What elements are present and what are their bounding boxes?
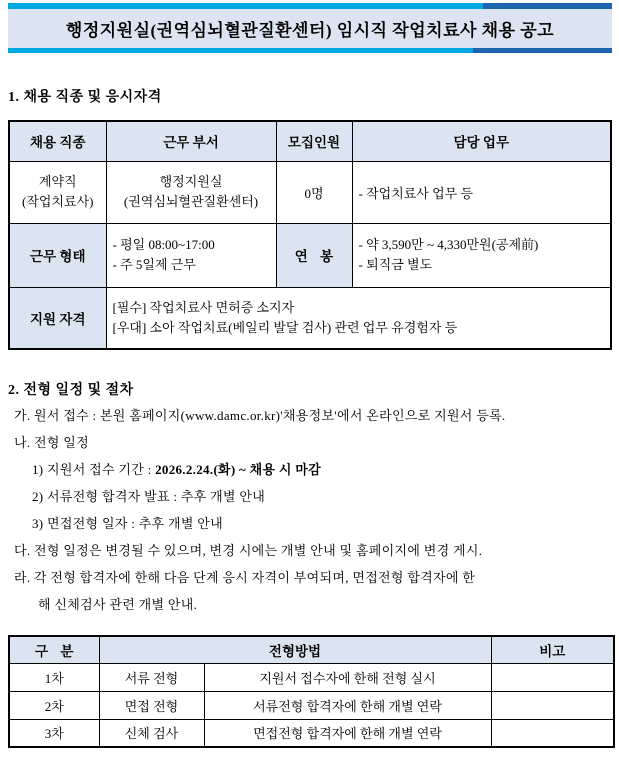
- header-department: 근무 부서: [106, 121, 276, 161]
- cell-note: [491, 691, 614, 719]
- department-line2: (권역심뇌혈관질환센터): [123, 194, 259, 209]
- position-line2: (작업치료사): [22, 194, 94, 209]
- item-stage-eligibility-line1: 라. 각 전형 합격자에 한해 다음 단계 응시 자격이 부여되며, 면접전형 합격자에 한: [14, 570, 476, 585]
- banner-bottom-rule-cyan-segment: [8, 48, 473, 53]
- cell-qualification: [106, 287, 611, 349]
- qualification-row: [9, 287, 611, 349]
- cell-duties: - 작업치료사 업무 등: [352, 161, 611, 223]
- recruitment-table-header-row: [9, 121, 611, 161]
- header-position: 채용 직종: [9, 121, 106, 161]
- cell-description: 서류전형 합격자에 한해 개별 연락: [204, 691, 491, 719]
- item-stage-eligibility-line2: 해 신체검사 관련 개별 안내.: [38, 597, 198, 612]
- banner-top-rule-cyan-segment: [8, 3, 483, 9]
- selection-process-table: [8, 635, 615, 748]
- cell-note: [491, 719, 614, 747]
- header-duties: 담당 업무: [352, 121, 611, 161]
- cell-salary-label: 연 봉: [276, 223, 352, 287]
- recruitment-table: [8, 120, 612, 350]
- cell-type: 서류 전형: [99, 663, 204, 691]
- work-type-row: [9, 223, 611, 287]
- header-method: 전형방법: [99, 636, 491, 663]
- item-schedule: 나. 전형 일정: [14, 435, 89, 450]
- cell-salary: [352, 223, 611, 287]
- job-announcement-document: [0, 3, 619, 759]
- cell-type: 신체 검사: [99, 719, 204, 747]
- banner-bottom-rule-blue-segment: [473, 48, 612, 53]
- department-line1: 행정지원실: [159, 173, 223, 189]
- selection-row: [9, 691, 614, 719]
- cell-description: 지원서 접수자에 한해 전형 실시: [204, 663, 491, 691]
- item-change-notice: 다. 전형 일정은 변경될 수 있으며, 변경 시에는 개별 안내 및 홈페이지에 변경 게시.: [14, 543, 483, 558]
- qualification-line2: [우대] 소아 작업치료(베일리 발달 검사) 관련 업무 유경험자 등: [112, 319, 458, 335]
- cell-work-schedule: [106, 223, 276, 287]
- cell-position: [9, 161, 106, 223]
- cell-department: [106, 161, 276, 223]
- section1-heading: 1. 채용 직종 및 응시자격: [8, 90, 162, 105]
- job-row: [9, 161, 611, 223]
- cell-openings: 0명: [276, 161, 352, 223]
- item-schedule-1: [0, 456, 619, 483]
- schedule1-deadline: 2026.2.24.(화) ~ 채용 시 마감: [155, 462, 322, 477]
- cell-description: 면접전형 합격자에 한해 개별 연락: [204, 719, 491, 747]
- header-note: 비고: [491, 636, 614, 663]
- title-banner: [8, 3, 612, 53]
- item-schedule-2: 2) 서류전형 합격자 발표 : 추후 개별 안내: [32, 489, 266, 504]
- selection-row: [9, 663, 614, 691]
- item-application: 가. 원서 접수 : 본원 홈페이지(www.damc.or.kr)'채용정보'에서 온라인으로 지원서 등록.: [14, 408, 506, 423]
- cell-note: [491, 663, 614, 691]
- position-line1: 계약직: [38, 173, 77, 189]
- cell-stage: 1차: [9, 663, 99, 691]
- banner-top-rule: [8, 3, 612, 9]
- qualification-line1: [필수] 작업치료사 면허증 소지자: [112, 299, 295, 315]
- schedule-line2: - 주 5일제 근무: [112, 257, 196, 272]
- header-category: 구 분: [9, 636, 99, 663]
- cell-stage: 3차: [9, 719, 99, 747]
- salary-line2: - 퇴직금 별도: [358, 257, 433, 272]
- schedule-line1: - 평일 08:00~17:00: [112, 236, 215, 252]
- schedule-list: [0, 402, 619, 618]
- cell-work-type-label: 근무 형태: [9, 223, 106, 287]
- cell-stage: 2차: [9, 691, 99, 719]
- item-schedule-3: 3) 면접전형 일자 : 추후 개별 안내: [32, 516, 223, 531]
- banner-body: [8, 9, 612, 48]
- salary-line1: - 약 3,590만 ~ 4,330만원(공제前): [358, 236, 539, 252]
- banner-top-rule-blue-segment: [483, 3, 612, 9]
- banner-bottom-rule: [8, 48, 612, 53]
- selection-row: [9, 719, 614, 747]
- document-title: 행정지원실(권역심뇌혈관질환센터) 임시직 작업치료사 채용 공고: [65, 21, 555, 40]
- schedule1-prefix: 1) 지원서 접수 기간 :: [32, 462, 156, 477]
- cell-type: 면접 전형: [99, 691, 204, 719]
- header-openings: 모집인원: [276, 121, 352, 161]
- cell-qualification-label: 지원 자격: [9, 287, 106, 349]
- section2-heading: 2. 전형 일정 및 절차: [8, 383, 134, 398]
- process-table-header-row: [9, 636, 614, 663]
